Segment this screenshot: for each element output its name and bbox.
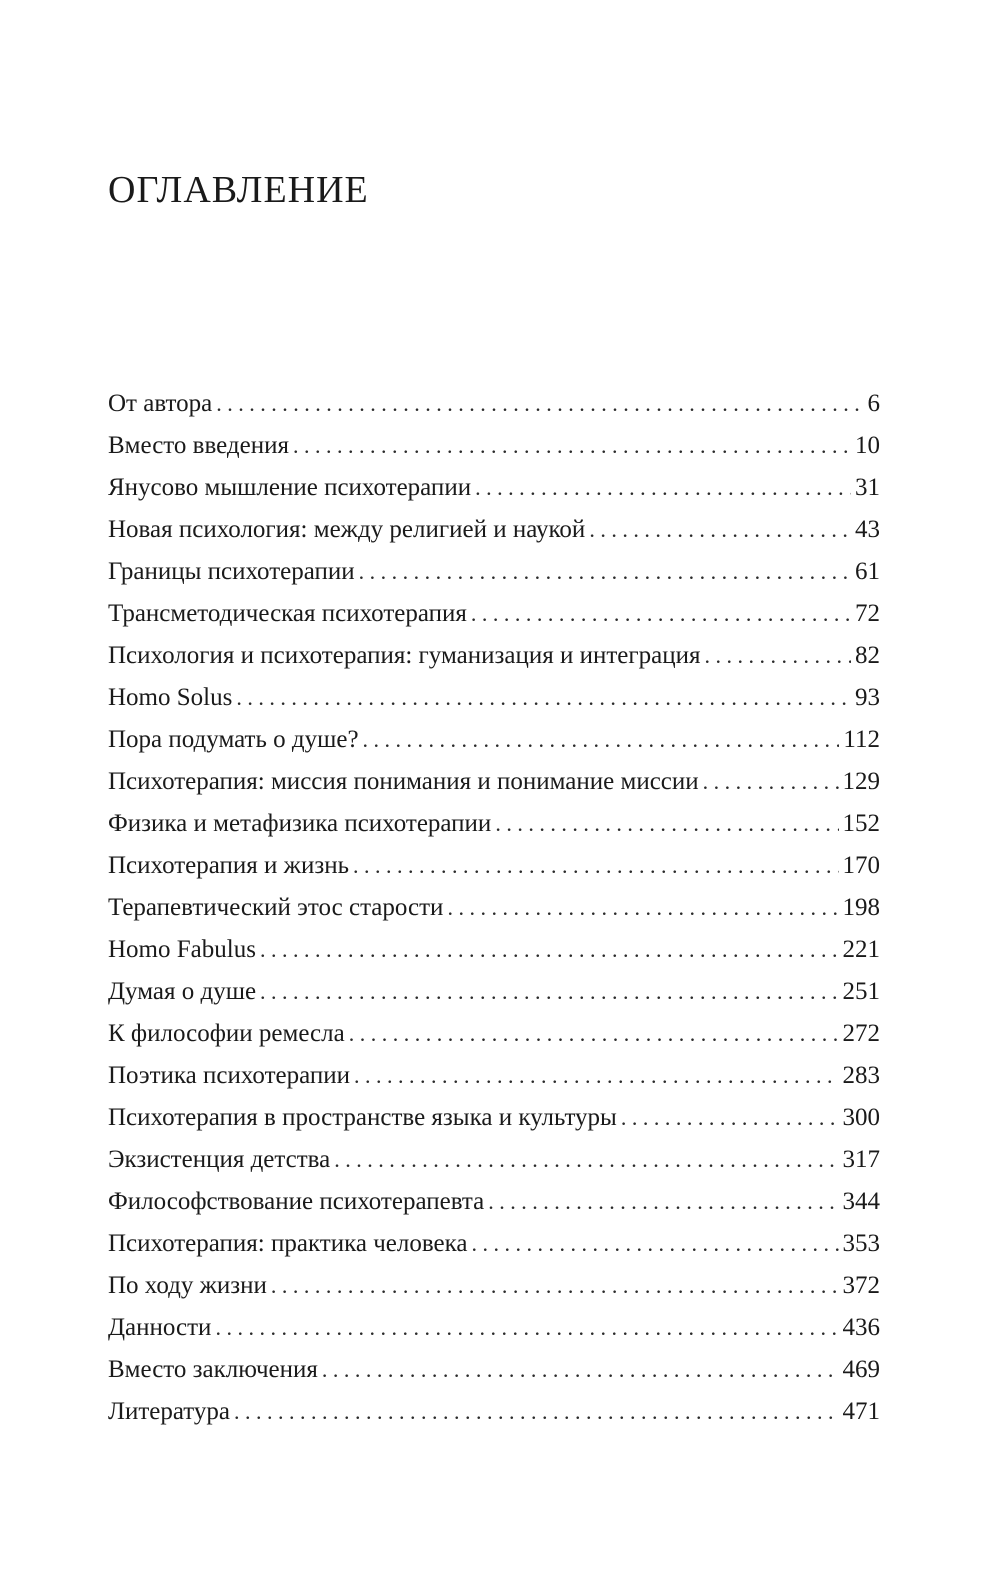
toc-entry-title: От автора xyxy=(108,390,213,417)
toc-entry-page: 344 xyxy=(842,1188,880,1215)
toc-entry-page: 436 xyxy=(842,1314,880,1341)
toc-leader-dots xyxy=(234,1391,839,1433)
toc-entry-page: 31 xyxy=(855,474,880,501)
toc-entry-title: Homo Fabulus xyxy=(108,936,256,963)
toc-entry[interactable] xyxy=(108,1013,880,1055)
toc-entry-title: Психология и психотерапия: гуманизация и интеграция xyxy=(108,642,701,669)
toc-entry-page: 300 xyxy=(842,1104,880,1131)
table-of-contents xyxy=(108,383,880,1433)
toc-entry-page: 170 xyxy=(842,852,880,879)
toc-entry-title: Новая психология: между религией и наукой xyxy=(108,516,586,543)
toc-entry[interactable] xyxy=(108,551,880,593)
toc-leader-dots xyxy=(260,929,839,971)
toc-entry-page: 6 xyxy=(867,390,880,417)
toc-leader-dots xyxy=(363,719,840,761)
toc-entry-title: Психотерапия: практика человека xyxy=(108,1230,468,1257)
toc-entry[interactable] xyxy=(108,761,880,803)
toc-leader-dots xyxy=(495,803,838,845)
toc-leader-dots xyxy=(447,887,838,929)
toc-entry-page: 221 xyxy=(842,936,880,963)
toc-entry-title: По ходу жизни xyxy=(108,1272,267,1299)
toc-entry[interactable] xyxy=(108,677,880,719)
toc-entry-page: 272 xyxy=(842,1020,880,1047)
toc-leader-dots xyxy=(471,593,851,635)
toc-entry-title: Физика и метафизика психотерапии xyxy=(108,810,492,837)
toc-entry[interactable] xyxy=(108,1055,880,1097)
toc-entry-title: Homo Solus xyxy=(108,684,233,711)
toc-entry-title: Пора подумать о душе? xyxy=(108,726,359,753)
toc-entry-title: Терапевтический этос старости xyxy=(108,894,444,921)
toc-entry-page: 10 xyxy=(855,432,880,459)
toc-leader-dots xyxy=(704,635,851,677)
toc-entry[interactable] xyxy=(108,845,880,887)
toc-leader-dots xyxy=(271,1265,839,1307)
toc-entry[interactable] xyxy=(108,1391,880,1433)
toc-entry[interactable] xyxy=(108,1223,880,1265)
toc-leader-dots xyxy=(488,1181,838,1223)
toc-entry[interactable] xyxy=(108,1139,880,1181)
toc-entry[interactable] xyxy=(108,593,880,635)
toc-entry-title: Философствование психотерапевта xyxy=(108,1188,485,1215)
toc-leader-dots xyxy=(354,1055,838,1097)
toc-entry[interactable] xyxy=(108,383,880,425)
toc-entry[interactable] xyxy=(108,467,880,509)
toc-entry-title: Думая о душе xyxy=(108,978,257,1005)
toc-leader-dots xyxy=(322,1349,839,1391)
toc-entry[interactable] xyxy=(108,929,880,971)
toc-entry-title: Вместо заключения xyxy=(108,1356,318,1383)
toc-entry-page: 72 xyxy=(855,600,880,627)
toc-entry[interactable] xyxy=(108,635,880,677)
toc-entry[interactable] xyxy=(108,887,880,929)
toc-entry[interactable] xyxy=(108,719,880,761)
toc-entry-page: 198 xyxy=(842,894,880,921)
toc-leader-dots xyxy=(216,383,863,425)
toc-leader-dots xyxy=(703,761,839,803)
toc-entry[interactable] xyxy=(108,1181,880,1223)
toc-entry-title: Экзистенция детства xyxy=(108,1146,331,1173)
toc-leader-dots xyxy=(260,971,838,1013)
toc-entry[interactable] xyxy=(108,1097,880,1139)
toc-leader-dots xyxy=(621,1097,839,1139)
toc-entry-title: Янусово мышление психотерапии xyxy=(108,474,472,501)
toc-entry[interactable] xyxy=(108,1307,880,1349)
toc-entry-page: 129 xyxy=(842,768,880,795)
toc-leader-dots xyxy=(475,467,851,509)
toc-leader-dots xyxy=(236,677,851,719)
toc-entry[interactable] xyxy=(108,803,880,845)
toc-entry-title: Психотерапия: миссия понимания и понимание миссии xyxy=(108,768,699,795)
toc-leader-dots xyxy=(471,1223,838,1265)
toc-entry-title: Границы психотерапии xyxy=(108,558,355,585)
toc-entry-page: 317 xyxy=(842,1146,880,1173)
toc-leader-dots xyxy=(293,425,851,467)
toc-leader-dots xyxy=(215,1307,838,1349)
toc-leader-dots xyxy=(359,551,851,593)
toc-entry-title: Трансметодическая психотерапия xyxy=(108,600,467,627)
toc-entry-title: К философии ремесла xyxy=(108,1020,345,1047)
toc-entry-page: 152 xyxy=(842,810,880,837)
toc-entry-page: 283 xyxy=(842,1062,880,1089)
toc-entry-page: 43 xyxy=(855,516,880,543)
toc-entry[interactable] xyxy=(108,1349,880,1391)
toc-entry-page: 82 xyxy=(855,642,880,669)
toc-entry-page: 251 xyxy=(842,978,880,1005)
toc-entry-page: 112 xyxy=(843,726,880,753)
toc-entry-title: Психотерапия в пространстве языка и культуры xyxy=(108,1104,617,1131)
toc-entry-title: Литература xyxy=(108,1398,230,1425)
toc-entry-title: Вместо введения xyxy=(108,432,289,459)
toc-entry-title: Данности xyxy=(108,1314,212,1341)
toc-leader-dots xyxy=(349,1013,839,1055)
toc-entry[interactable] xyxy=(108,425,880,467)
toc-entry-page: 471 xyxy=(842,1398,880,1425)
toc-entry-page: 372 xyxy=(842,1272,880,1299)
toc-entry-page: 61 xyxy=(855,558,880,585)
toc-entry-title: Психотерапия и жизнь xyxy=(108,852,349,879)
toc-entry-page: 93 xyxy=(855,684,880,711)
toc-entry[interactable] xyxy=(108,509,880,551)
toc-leader-dots xyxy=(334,1139,838,1181)
toc-entry-page: 353 xyxy=(842,1230,880,1257)
toc-leader-dots xyxy=(353,845,839,887)
toc-entry[interactable] xyxy=(108,1265,880,1307)
toc-leader-dots xyxy=(589,509,851,551)
toc-entry-title: Поэтика психотерапии xyxy=(108,1062,351,1089)
page-title: ОГЛАВЛЕНИЕ xyxy=(108,169,369,211)
toc-entry[interactable] xyxy=(108,971,880,1013)
toc-entry-page: 469 xyxy=(842,1356,880,1383)
